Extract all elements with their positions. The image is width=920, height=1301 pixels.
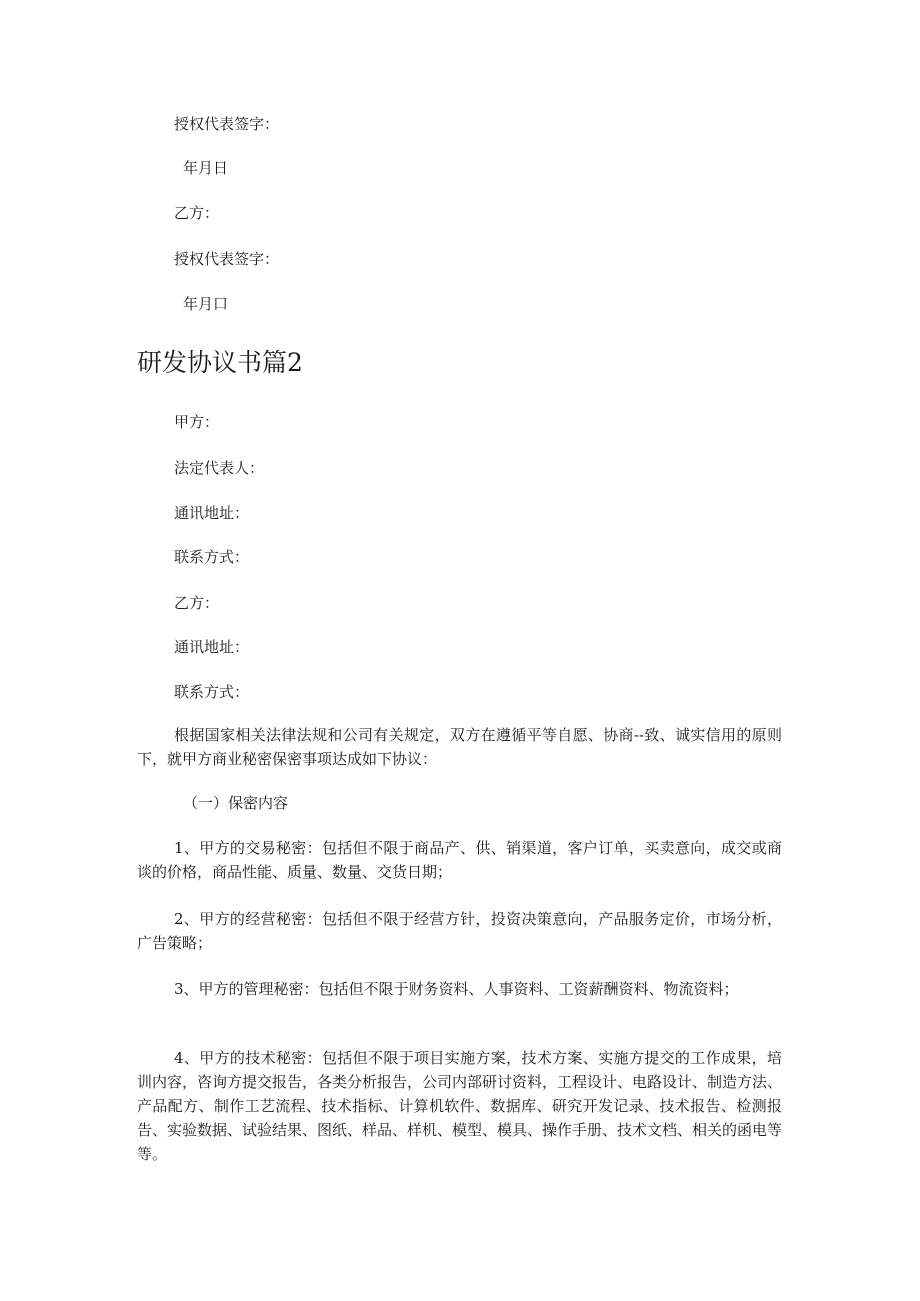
date-line-party-a: 年月日 xyxy=(183,159,229,177)
clause-paragraph: 2、甲方的经营秘密：包括但不限于经营方针，投资决策意向，产品服务定价，市场分析，广告策略； xyxy=(137,910,782,952)
section-title: 研发协议书篇2 xyxy=(137,348,303,377)
clause-paragraph: 4、甲方的技术秘密：包括但不限于项目实施方案，技术方案、实施方提交的工作成果，培训内容，咨询方提交报告，各类分析报告，公司内部研讨资料，工程设计、电路设计、制造方法、产品配方、制作工艺流程、技术指标、计算机软件、数据库、研究开发记录、技术报告、检测报告、实验数据、试验结果、图纸、样品、样机、模型、模具、操作手册、技术文档、相关的函电等等。 xyxy=(137,1049,783,1163)
contact-label-party-b: 联系方式： xyxy=(174,683,250,701)
clause-heading: （一）保密内容 xyxy=(183,794,289,812)
party-a-label: 甲方： xyxy=(174,413,220,431)
contact-label-party-a: 联系方式： xyxy=(174,548,250,566)
address-label-party-a: 通讯地址： xyxy=(174,504,250,522)
signature-label-party-a: 授权代表签字： xyxy=(174,115,280,133)
preamble-paragraph: 根据国家相关法律法规和公司有关规定，双方在遵循平等自愿、协商--致、诚实信用的原则下，就甲方商业秘密保密事项达成如下协议： xyxy=(137,726,782,768)
party-b-label: 乙方： xyxy=(174,594,220,612)
party-b-label-top: 乙方： xyxy=(174,204,220,222)
signature-label-party-b: 授权代表签字： xyxy=(174,250,280,268)
clause-paragraph: 3、甲方的管理秘密：包括但不限于财务资料、人事资料、工资薪酬资料、物流资料； xyxy=(174,980,739,998)
address-label-party-b: 通讯地址： xyxy=(174,638,250,656)
clause-paragraph: 1、甲方的交易秘密：包括但不限于商品产、供、销渠道，客户订单，买卖意向，成交或商谈的价格，商品性能、质量、数量、交货日期； xyxy=(137,839,782,881)
legal-representative-label: 法定代表人： xyxy=(174,459,265,477)
date-line-party-b: 年月口 xyxy=(183,295,229,313)
